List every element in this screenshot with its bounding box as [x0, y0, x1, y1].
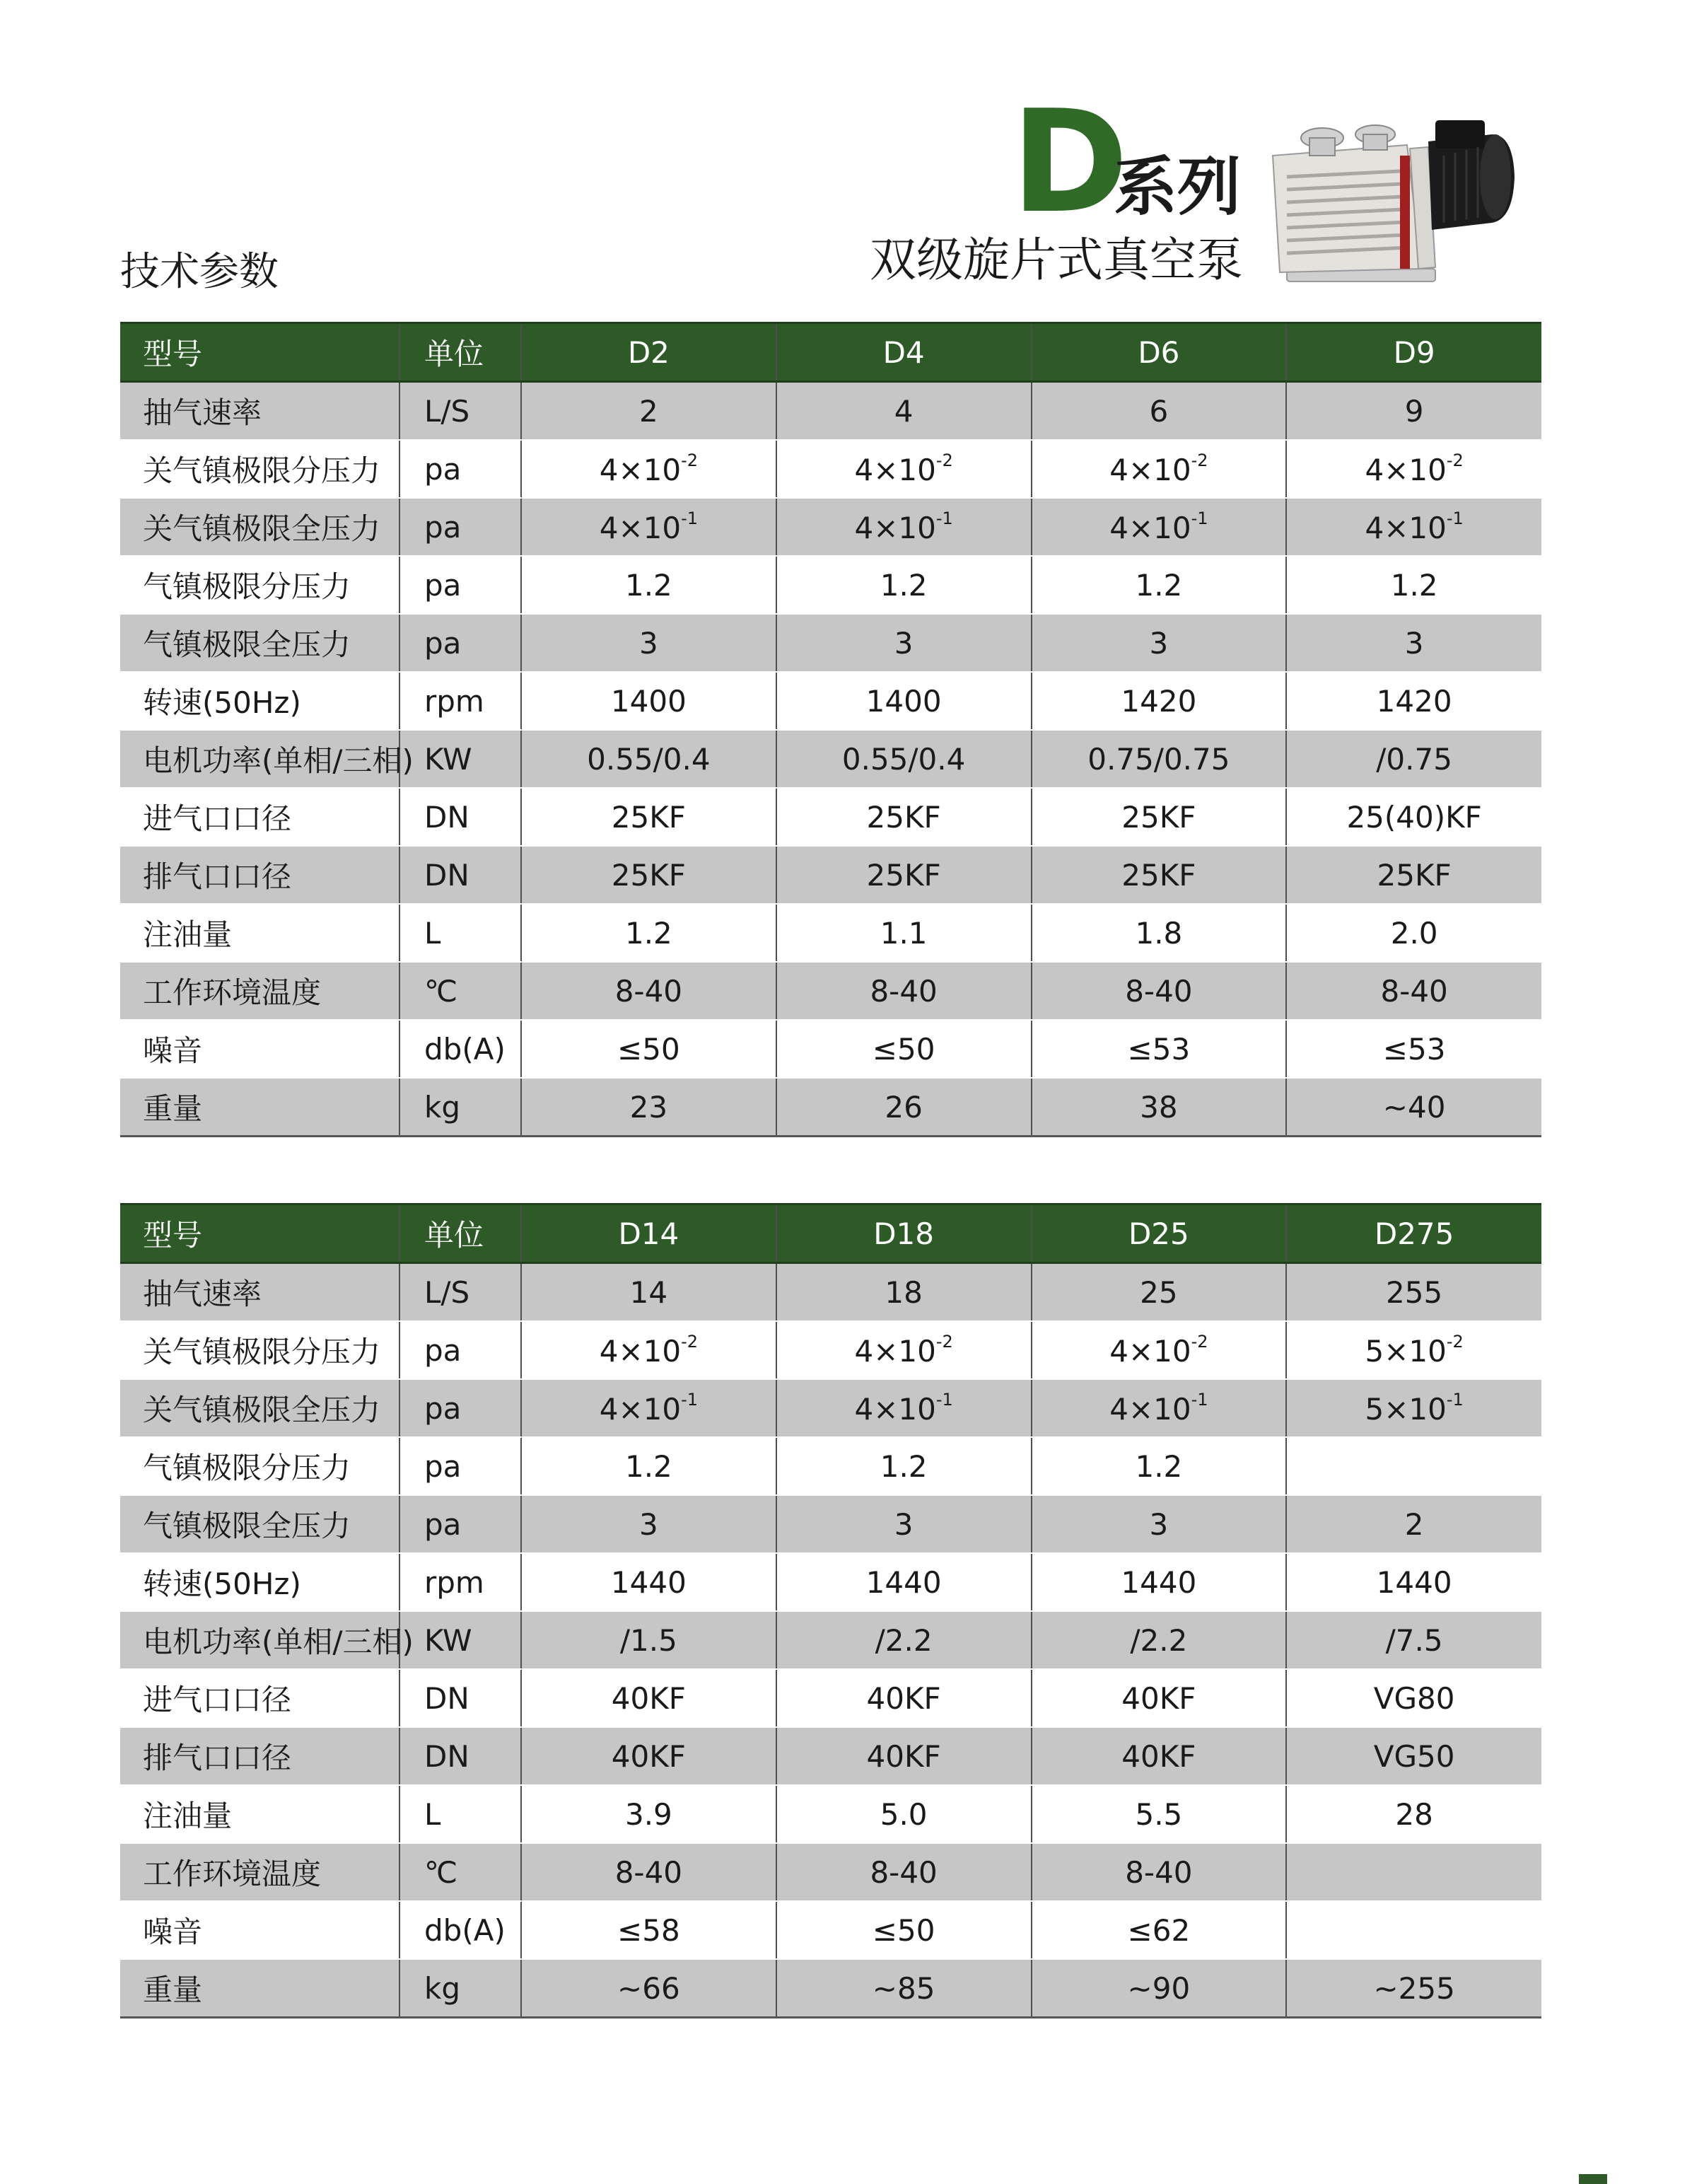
row-unit: L [399, 1785, 521, 1843]
row-value: 25 [1032, 1263, 1287, 1322]
row-unit: KW [399, 730, 521, 788]
row-parameter-name: 工作环境温度 [120, 962, 399, 1020]
table-row [120, 382, 1541, 441]
row-value: 1.2 [521, 556, 776, 614]
row-value: 40KF [521, 1727, 776, 1785]
row-parameter-name: 气镇极限分压力 [120, 1437, 399, 1495]
row-unit: pa [399, 1437, 521, 1495]
row-value: ≤50 [521, 1020, 776, 1078]
row-value: 25KF [776, 846, 1032, 904]
table-row [120, 1959, 1541, 2018]
row-value: 40KF [776, 1669, 1032, 1727]
row-value: 8-40 [776, 962, 1032, 1020]
row-value: 25KF [1032, 846, 1287, 904]
row-unit: pa [399, 556, 521, 614]
vacuum-pump-image [1259, 106, 1520, 297]
row-value: 25(40)KF [1286, 788, 1541, 846]
row-value: 3 [521, 1495, 776, 1553]
row-value: 1.8 [1032, 904, 1287, 962]
row-value: 2 [521, 382, 776, 441]
row-value: 8-40 [776, 1843, 1032, 1901]
row-value: 18 [776, 1263, 1032, 1322]
row-value: $4\times 10^{-1}$ [1032, 1379, 1287, 1437]
row-value: 3 [776, 1495, 1032, 1553]
row-value: 25KF [1032, 788, 1287, 846]
row-value: 25KF [521, 846, 776, 904]
row-parameter-name: 抽气速率 [120, 1263, 399, 1322]
table-header-row [120, 1204, 1541, 1263]
row-parameter-name: 电机功率(单相/三相) [120, 1611, 399, 1669]
row-value: 8-40 [521, 962, 776, 1020]
row-value: 2.0 [1286, 904, 1541, 962]
row-value: 1440 [1032, 1553, 1287, 1611]
exponent: -1 [1446, 509, 1464, 528]
row-value: 4 [776, 382, 1032, 441]
row-unit: pa [399, 1495, 521, 1553]
row-value: $4\times 10^{-2}$ [521, 1321, 776, 1379]
row-value [1286, 1437, 1541, 1495]
table-row [120, 672, 1541, 730]
page-number-marker [1579, 2174, 1607, 2184]
row-parameter-name: 重量 [120, 1959, 399, 2018]
row-value: 40KF [1032, 1727, 1287, 1785]
row-value: 3 [1286, 614, 1541, 672]
row-parameter-name: 注油量 [120, 904, 399, 962]
row-parameter-name: 噪音 [120, 1901, 399, 1959]
row-value: $4\times 10^{-1}$ [776, 1379, 1032, 1437]
row-unit: db(A) [399, 1901, 521, 1959]
row-parameter-name: 关气镇极限分压力 [120, 440, 399, 498]
row-value: 0.55/0.4 [776, 730, 1032, 788]
row-value: VG50 [1286, 1727, 1541, 1785]
row-value: ≤53 [1286, 1020, 1541, 1078]
row-unit: L/S [399, 382, 521, 441]
table-row [120, 1727, 1541, 1785]
row-value: 255 [1286, 1263, 1541, 1322]
row-value: 3 [1032, 1495, 1287, 1553]
table-row [120, 904, 1541, 962]
row-value: VG80 [1286, 1669, 1541, 1727]
table-row [120, 1901, 1541, 1959]
row-value: 1.2 [1032, 556, 1287, 614]
row-parameter-name: 进气口口径 [120, 788, 399, 846]
header-unit: 单位 [399, 323, 521, 382]
row-value: /2.2 [1032, 1611, 1287, 1669]
row-value: 1.2 [521, 904, 776, 962]
row-value: $4\times 10^{-2}$ [776, 440, 1032, 498]
row-value: 8-40 [1032, 962, 1287, 1020]
row-unit: L [399, 904, 521, 962]
exponent: -2 [935, 451, 953, 470]
row-value: 1400 [776, 672, 1032, 730]
spec-table-1 [120, 322, 1541, 1137]
table-row [120, 1078, 1541, 1137]
row-value: $4\times 10^{-2}$ [1032, 1321, 1287, 1379]
row-value: 5.0 [776, 1785, 1032, 1843]
exponent: -1 [681, 509, 699, 528]
row-value: 25KF [1286, 846, 1541, 904]
exponent: -2 [1446, 1332, 1464, 1352]
exponent: -2 [681, 1332, 699, 1352]
row-value: 3 [521, 614, 776, 672]
exponent: -2 [1191, 451, 1208, 470]
header-model: 型号 [120, 323, 399, 382]
row-value: 1440 [521, 1553, 776, 1611]
table-row [120, 1495, 1541, 1553]
row-value: 5.5 [1032, 1785, 1287, 1843]
exponent: -1 [1191, 1390, 1208, 1410]
row-value: 23 [521, 1078, 776, 1137]
table-row [120, 498, 1541, 556]
row-value: ≤50 [776, 1020, 1032, 1078]
row-value: ~255 [1286, 1959, 1541, 2018]
row-value: 9 [1286, 382, 1541, 441]
row-value: ≤50 [776, 1901, 1032, 1959]
table-row [120, 962, 1541, 1020]
row-value: ~85 [776, 1959, 1032, 2018]
table-row [120, 1321, 1541, 1379]
table-row [120, 1553, 1541, 1611]
row-unit: DN [399, 1669, 521, 1727]
row-value: $4\times 10^{-1}$ [1286, 498, 1541, 556]
table-row [120, 1437, 1541, 1495]
row-value [1286, 1843, 1541, 1901]
row-value: 25KF [776, 788, 1032, 846]
row-value [1286, 1901, 1541, 1959]
row-value: 14 [521, 1263, 776, 1322]
row-parameter-name: 噪音 [120, 1020, 399, 1078]
section-title: 技术参数 [120, 249, 279, 295]
row-value: 8-40 [1032, 1843, 1287, 1901]
row-unit: pa [399, 498, 521, 556]
row-unit: DN [399, 846, 521, 904]
row-parameter-name: 关气镇极限分压力 [120, 1321, 399, 1379]
row-unit: DN [399, 1727, 521, 1785]
row-value: $4\times 10^{-1}$ [521, 1379, 776, 1437]
row-value: 0.55/0.4 [521, 730, 776, 788]
row-unit: pa [399, 614, 521, 672]
table-row [120, 1669, 1541, 1727]
row-parameter-name: 关气镇极限全压力 [120, 1379, 399, 1437]
table-row [120, 1263, 1541, 1322]
exponent: -2 [935, 1332, 953, 1352]
row-parameter-name: 气镇极限全压力 [120, 614, 399, 672]
row-parameter-name: 转速(50Hz) [120, 672, 399, 730]
row-parameter-name: 排气口口径 [120, 846, 399, 904]
exponent: -1 [1191, 509, 1208, 528]
row-value: 40KF [776, 1727, 1032, 1785]
row-parameter-name: 气镇极限全压力 [120, 1495, 399, 1553]
row-value: 3.9 [521, 1785, 776, 1843]
header-unit: 单位 [399, 1204, 521, 1263]
row-parameter-name: 气镇极限分压力 [120, 556, 399, 614]
row-value: 1.2 [776, 556, 1032, 614]
table-row [120, 846, 1541, 904]
row-value: 0.75/0.75 [1032, 730, 1287, 788]
exponent: -2 [1446, 451, 1464, 470]
header-model-d6: D6 [1032, 323, 1287, 382]
row-unit: KW [399, 1611, 521, 1669]
row-value: $4\times 10^{-2}$ [521, 440, 776, 498]
row-value: $5\times 10^{-1}$ [1286, 1379, 1541, 1437]
row-value: 38 [1032, 1078, 1287, 1137]
table-row [120, 788, 1541, 846]
row-value: 8-40 [1286, 962, 1541, 1020]
header-model-d275: D275 [1286, 1204, 1541, 1263]
exponent: -1 [935, 1390, 953, 1410]
table-row [120, 730, 1541, 788]
header-model-d25: D25 [1032, 1204, 1287, 1263]
row-value: $4\times 10^{-2}$ [776, 1321, 1032, 1379]
row-value: 1440 [1286, 1553, 1541, 1611]
table-row [120, 1379, 1541, 1437]
table-row [120, 1611, 1541, 1669]
series-subtitle: 双级旋片式真空泵 [870, 233, 1243, 287]
row-value: 26 [776, 1078, 1032, 1137]
row-value: 1400 [521, 672, 776, 730]
table-row [120, 614, 1541, 672]
row-unit: pa [399, 440, 521, 498]
exponent: -1 [1446, 1390, 1464, 1410]
row-parameter-name: 转速(50Hz) [120, 1553, 399, 1611]
row-unit: db(A) [399, 1020, 521, 1078]
row-value: 8-40 [521, 1843, 776, 1901]
header-model-d14: D14 [521, 1204, 776, 1263]
header-model-d9: D9 [1286, 323, 1541, 382]
row-parameter-name: 注油量 [120, 1785, 399, 1843]
row-value: 6 [1032, 382, 1287, 441]
row-value: $4\times 10^{-2}$ [1032, 440, 1287, 498]
row-unit: ℃ [399, 1843, 521, 1901]
row-value: /2.2 [776, 1611, 1032, 1669]
row-unit: ℃ [399, 962, 521, 1020]
table-row [120, 440, 1541, 498]
row-value: 40KF [1032, 1669, 1287, 1727]
row-value: $4\times 10^{-2}$ [1286, 440, 1541, 498]
row-parameter-name: 电机功率(单相/三相) [120, 730, 399, 788]
series-heading [870, 80, 1273, 297]
row-parameter-name: 进气口口径 [120, 1669, 399, 1727]
exponent: -2 [681, 451, 699, 470]
row-value: ~90 [1032, 1959, 1287, 2018]
row-parameter-name: 工作环境温度 [120, 1843, 399, 1901]
spec-table-2 [120, 1203, 1541, 2019]
row-unit: rpm [399, 1553, 521, 1611]
row-value: /0.75 [1286, 730, 1541, 788]
header-model-d2: D2 [521, 323, 776, 382]
row-value: /1.5 [521, 1611, 776, 1669]
row-value: $4\times 10^{-1}$ [776, 498, 1032, 556]
row-value: ≤53 [1032, 1020, 1287, 1078]
row-value: /7.5 [1286, 1611, 1541, 1669]
table-row [120, 1785, 1541, 1843]
row-parameter-name: 排气口口径 [120, 1727, 399, 1785]
row-value: 1420 [1032, 672, 1287, 730]
row-unit: pa [399, 1379, 521, 1437]
header-model: 型号 [120, 1204, 399, 1263]
table-row [120, 556, 1541, 614]
exponent: -1 [681, 1390, 699, 1410]
header-model-d4: D4 [776, 323, 1032, 382]
row-value: $4\times 10^{-1}$ [1032, 498, 1287, 556]
row-value: 40KF [521, 1669, 776, 1727]
row-value: 1440 [776, 1553, 1032, 1611]
row-value: $5\times 10^{-2}$ [1286, 1321, 1541, 1379]
header-model-d18: D18 [776, 1204, 1032, 1263]
row-value: 1.2 [776, 1437, 1032, 1495]
series-letter: D [1011, 80, 1129, 245]
row-parameter-name: 关气镇极限全压力 [120, 498, 399, 556]
row-unit: DN [399, 788, 521, 846]
row-value: 3 [776, 614, 1032, 672]
row-unit: kg [399, 1078, 521, 1137]
row-value: ≤58 [521, 1901, 776, 1959]
row-value: 1420 [1286, 672, 1541, 730]
row-value: 1.2 [1032, 1437, 1287, 1495]
table-row [120, 1843, 1541, 1901]
row-value: 1.1 [776, 904, 1032, 962]
table-row [120, 1020, 1541, 1078]
row-value: $4\times 10^{-1}$ [521, 498, 776, 556]
row-unit: kg [399, 1959, 521, 2018]
row-unit: L/S [399, 1263, 521, 1322]
row-parameter-name: 抽气速率 [120, 382, 399, 441]
row-parameter-name: 重量 [120, 1078, 399, 1137]
exponent: -1 [935, 509, 953, 528]
row-value: 1.2 [521, 1437, 776, 1495]
row-value: 28 [1286, 1785, 1541, 1843]
exponent: -2 [1191, 1332, 1208, 1352]
row-value: 25KF [521, 788, 776, 846]
row-value: ≤62 [1032, 1901, 1287, 1959]
table-header-row [120, 323, 1541, 382]
series-name: 系列 [1114, 150, 1241, 224]
row-value: 3 [1032, 614, 1287, 672]
row-value: ~66 [521, 1959, 776, 2018]
row-unit: pa [399, 1321, 521, 1379]
row-value: 2 [1286, 1495, 1541, 1553]
row-unit: rpm [399, 672, 521, 730]
row-value: ~40 [1286, 1078, 1541, 1137]
row-value: 1.2 [1286, 556, 1541, 614]
